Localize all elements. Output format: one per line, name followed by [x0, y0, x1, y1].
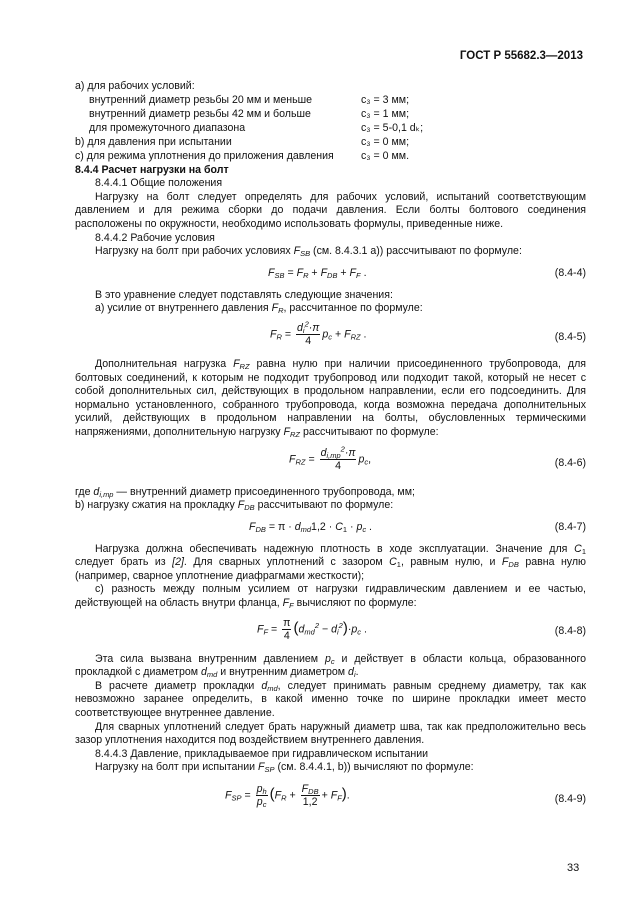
list-row: для промежуточного диапазона c₃ = 5-0,1 dₖ;: [89, 121, 424, 134]
paragraph: В расчете диаметр прокладки $d_{md}$, следует принимать равным среднему диаметру, так как невозможно заранее определить, в какой именно точке по ширине прокладки имеет место соответствующее внутреннее давление.: [75, 679, 587, 720]
equation: $F_{RZ}$ = $\frac{d_{i,mp}^2\cdot\pi}{4}$ $p_c$, (8.4-6): [289, 443, 586, 472]
paragraph: Нагрузку на болт следует определять для рабочих условий, испытаний соответствующим давлением и для режима сборки до подачи давления. Если болты болтового соединения расположены по окружности, необходимо использовать формулы, приведенные ниже.: [75, 190, 586, 230]
equation: $F_R$ = $\frac{d_i^2\cdot\pi}{4}$ $p_c + F_{RZ}$ . (8.4-5): [270, 319, 586, 347]
paragraph: Нагрузку на болт при испытании $F_{SP}$ (см. 8.4.4.1, b)) вычисляют по формуле:: [95, 761, 474, 775]
paragraph: В это уравнение следует подставлять следующие значения:: [95, 288, 393, 301]
list-row: внутренний диаметр резьбы 42 мм и больше c₃ = 1 мм;: [89, 107, 410, 120]
paragraph: b) нагрузку сжатия на прокладку $F_{DB}$ рассчитывают по формуле:: [75, 499, 394, 513]
document-header: ГОСТ Р 55682.3—2013: [459, 50, 583, 62]
list-row: b) для давления при испытании c₃ = 0 мм;: [75, 135, 410, 148]
equation: $F_{SB} = F_R + F_{DB} + F_F$ . (8.4-4): [268, 266, 586, 280]
paragraph: Нагрузка должна обеспечивать надежную плотность в ходе эксплуатации. Значение для $C_1$ следует брать из [2]. Для сварных уплотнений с зазором $C_1$, равным нулю, и $F_{DB}$ равна нулю (например, сварное уплотнение диафрагмами жесткости);: [75, 542, 586, 582]
subsection-title: 8.4.4.1 Общие положения: [95, 177, 223, 190]
paragraph: c) разность между полным усилием от нагрузки гидравлическим давлением и ее частью, действующей на область внутри фланца, $F_F$ вычисляют по формуле:: [75, 583, 586, 611]
paragraph: Эта сила вызвана внутренним давлением $p_c$ и действует в области кольца, образованного прокладкой с диаметром $d_{md}$ и внутренним диаметром $d_i$.: [75, 652, 587, 680]
equation: $F_{DB} = \pi \cdot d_{md}1,2 \cdot C_1 \cdot p_c$ . (8.4-7): [249, 520, 586, 534]
paragraph: Нагрузку на болт при рабочих условиях $F_{SB}$ (см. 8.4.3.1 а)) рассчитывают по формуле:: [95, 245, 522, 259]
page-number: 33: [567, 862, 580, 874]
paragraph: Дополнительная нагрузка $F_{RZ}$ равна нулю при наличии присоединенного трубопровода, для болтовых соединений, к которым не подходит трубопровод или подходит такой, который не несет с собой дополнительных сил, действующих в продольном направлении, если его подсоединить. Для нормально установленного, собранного трубопровода, когда возможна передача дополнительных усилий, действующих в продольном направлении на болты, обусловленных термическими напряжениями, дополнительную нагрузку $F_{RZ}$ рассчитывают по формуле:: [75, 357, 586, 439]
list-intro: а) для рабочих условий:: [75, 80, 195, 92]
section-title: 8.4.4 Расчет нагрузки на болт: [75, 163, 229, 176]
paragraph: где $d_{i,mp}$ — внутренний диаметр присоединенного трубопровода, мм;: [75, 485, 415, 499]
subsection-title: 8.4.4.2 Рабочие условия: [95, 231, 215, 244]
list-row: внутренний диаметр резьбы 20 мм и меньше c₃ = 3 мм;: [89, 93, 410, 106]
page-body: [75, 80, 586, 823]
subsection-title: 8.4.4.3 Давление, прикладываемое при гидравлическом испытании: [95, 747, 429, 760]
paragraph: а) усилие от внутреннего давления $F_R$, рассчитанное по формуле:: [95, 302, 423, 316]
list-row: c) для режима уплотнения до приложения давления c₃ = 0 мм.: [75, 149, 410, 162]
paragraph: Для сварных уплотнений следует брать наружный диаметр шва, так как предположительно весь зазор уплотнения находится под воздействием внутреннего давления.: [75, 720, 586, 747]
equation: $F_{SP}$ = $\frac{p_h}{p_c}$ ($F_R$ + $\frac{F_{DB}}{1,2}$ + $F_F$). (8.4-9): [225, 783, 586, 809]
equation: $F_F$ = $\frac{\pi}{4}$ $(d_{md}^2 - d_i^2)\cdot p_c$ . (8.4-8): [257, 616, 586, 642]
